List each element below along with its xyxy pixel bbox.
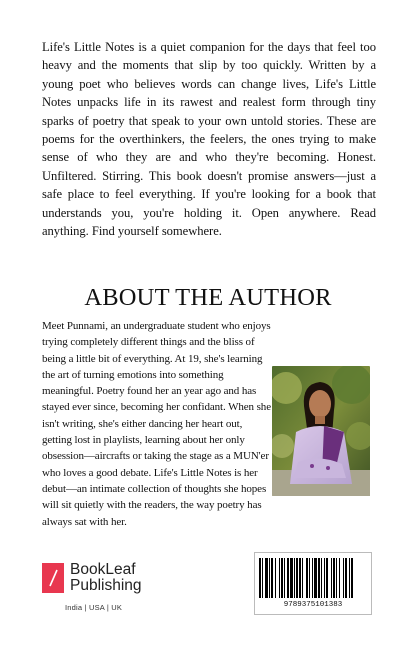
isbn-number: 9789375101383	[283, 601, 343, 609]
publisher-name-line1: BookLeaf	[70, 561, 136, 578]
author-photo	[272, 366, 370, 496]
book-blurb: Life's Little Notes is a quiet companion for the days that feel too heavy and the moments that slip by too quickly. Written by a young poet who believes words can change lives, Life's Little Notes unpacks life in its rawest and realest form through tiny sparks of poetry that speak to your own untold stories. These are poems for the overthinkers, the feelers, the ones trying to make sense of who they are and who they're becoming. Honest. Unfiltered. Stirring. This book doesn't promise answers—just a safe place to feel everything. If you're looking for a book that understands you, you're holding it. Open anywhere. Read anything. Find yourself somewhere.	[42, 40, 376, 239]
isbn-barcode	[254, 552, 372, 615]
about-author-heading: ABOUT THE AUTHOR	[84, 284, 332, 311]
publisher-regions: India | USA | UK	[65, 603, 123, 612]
barcode-bars-icon	[259, 558, 367, 598]
author-bio: Meet Punnami, an undergraduate student who enjoys trying completely different things and the bliss of being a little bit of everything. At 19, she's learning the art of turning emotions into something meaningful. Poetry found her an year ago and has stayed ever since, becoming her confidant. When she isn't writing, she's either dancing her heart out, getting lost in playlists, learning about her only obsession—aircrafts or taking the stage as a MUN'er who loves a good debate. Life's Little Notes is her debut—an intimate collection of thoughts she hopes will sit quietly with the readers, the way poetry has always sat with her.	[42, 320, 271, 528]
bookleaf-logo-icon	[42, 563, 64, 593]
publisher-name-line2: Publishing	[70, 577, 142, 594]
publisher-name	[70, 562, 142, 594]
bookleaf-logo	[42, 563, 192, 613]
